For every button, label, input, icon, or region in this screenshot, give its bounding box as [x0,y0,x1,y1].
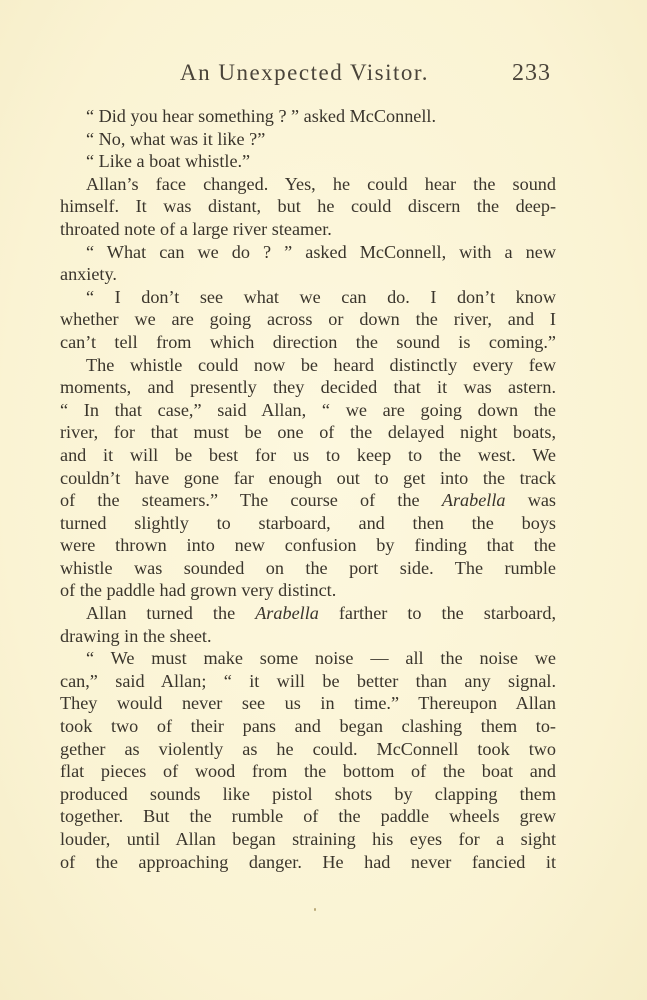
text-line: louder, until Allan began straining his eyes for a sight [60,829,556,849]
text-line: throated note of a large river steamer. [60,218,332,239]
text-line: of the paddle had grown very distinct. [60,580,337,601]
text-segment: of the steamers.” The course of the [60,490,442,511]
boat-name: Arabella [255,603,319,624]
text-line [60,602,556,625]
text-line: “ We must make some noise — all the noise we [86,648,556,669]
text-line: whether we are going across or down the river, and I [60,309,556,330]
text-line: The whistle could now be heard distinctly every few [86,354,556,375]
body-text [60,105,556,873]
running-head [0,58,647,92]
text-line: river, for that must be one of the delayed night boats, [60,422,556,443]
text-line: drawing in the sheet. [60,625,212,646]
text-segment: was [505,490,556,511]
boat-name: Arabella [441,490,506,511]
text-line: “ What can we do ? ” asked McConnell, with a new [86,241,556,262]
text-line: turned slightly to starboard, and then the boys [60,512,556,533]
text-line: took two of their pans and began clashing them to- [60,716,556,737]
text-line: “ Like a boat whistle.” [86,151,251,172]
text-line: himself. It was distant, but he could discern the deep- [60,196,556,217]
text-line: “ Did you hear something ? ” asked McConnell. [86,106,437,126]
text-line: moments, and presently they decided that it was astern. [60,377,556,398]
page-number: 233 [512,60,551,86]
text-line: “ In that case,” said Allan, “ we are going down the [60,399,556,420]
paper-speck [314,908,316,911]
text-line: were thrown into new confusion by finding that the [60,535,556,556]
text-line [60,489,556,512]
text-line: “ No, what was it like ?” [86,128,266,149]
text-line: produced sounds like pistol shots by clapping them [60,783,556,804]
text-line: whistle was sounded on the port side. The rumble [60,557,556,578]
text-line: of the approaching danger. He had never fancied it [60,851,556,872]
running-title: An Unexpected Visitor. [180,60,430,85]
text-line: Allan’s face changed. Yes, he could hear the sound [86,173,556,194]
text-line: can’t tell from which direction the sound is coming.” [60,331,556,352]
text-line: “ I don’t see what we can do. I don’t know [86,286,556,307]
text-line: They would never see us in time.” Thereupon Allan [60,693,556,714]
text-line: gether as violently as he could. McConnell took two [60,738,556,759]
text-segment: farther to the starboard, [318,603,556,624]
text-line: together. But the rumble of the paddle wheels grew [60,806,556,827]
text-line: anxiety. [60,264,117,285]
text-line: flat pieces of wood from the bottom of the boat and [60,761,556,782]
text-line: couldn’t have gone far enough out to get into the track [60,467,556,488]
text-line: and it will be best for us to keep to the west. We [60,444,556,465]
text-segment: Allan turned the [86,603,256,624]
text-line: can,” said Allan; “ it will be better than any signal. [60,670,556,691]
